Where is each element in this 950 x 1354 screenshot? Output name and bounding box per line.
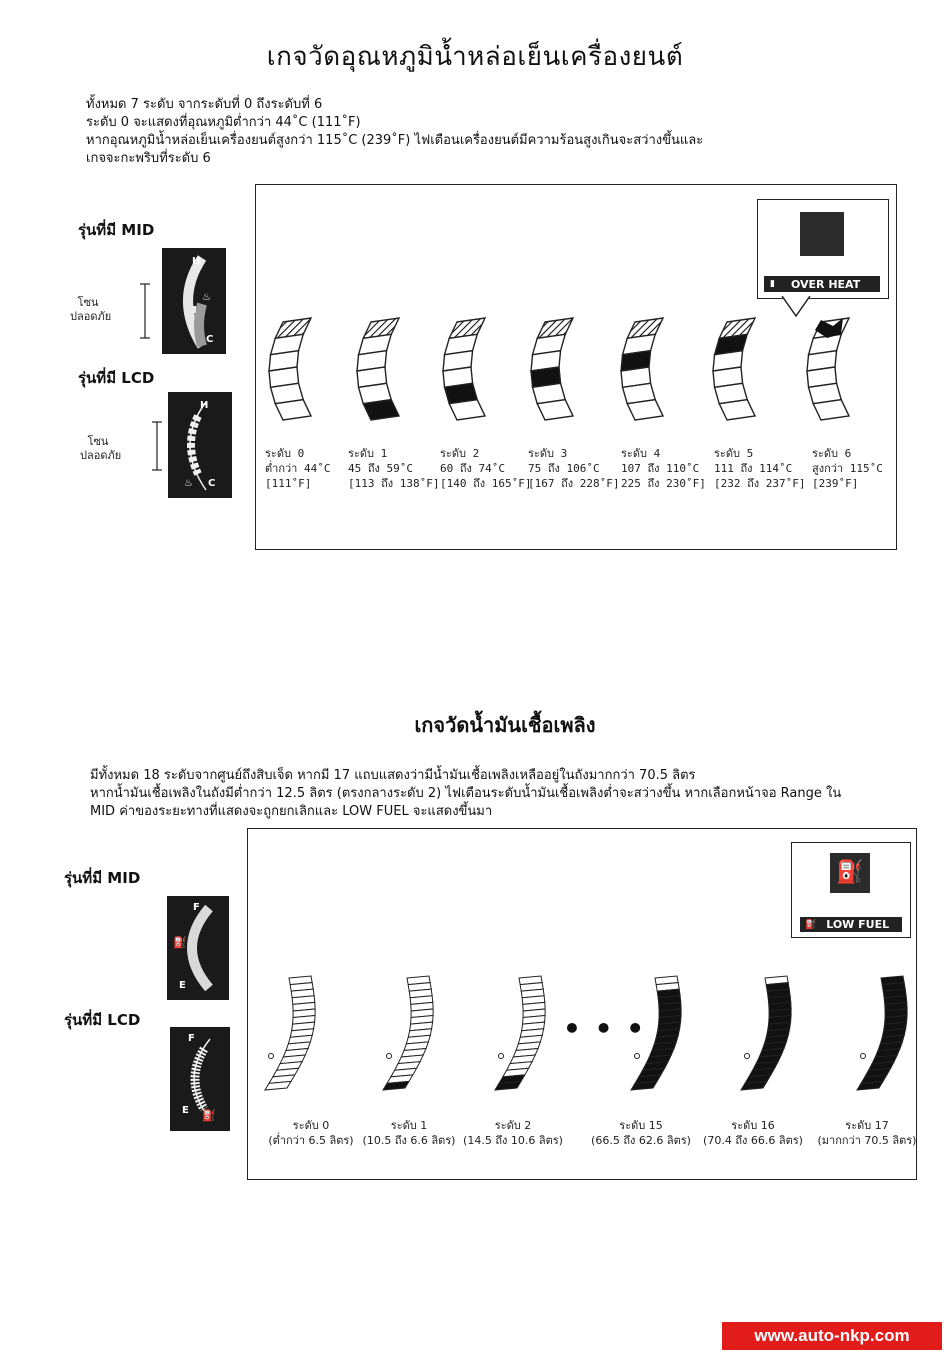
coolant-caption-line: ระดับ 0 xyxy=(265,447,305,460)
coolant-caption-line: 75 ถึง 106˚C xyxy=(528,462,600,475)
coolant-model-mid-label: รุ่นที่มี MID xyxy=(78,221,155,239)
coolant-caption-line: 225 ถึง 230˚F] xyxy=(621,477,706,490)
fuel-description xyxy=(90,767,841,821)
coolant-caption-level-2 xyxy=(440,446,532,491)
temp-gauge-mid xyxy=(162,248,226,354)
coolant-line-3: หากอุณหภูมิน้ำหล่อเย็นเครื่องยนต์สูงกว่า 115˚C (239˚F) ไฟเตือนเครื่องยนต์มีความร้อนสูงเกินจะสว่างขึ้นและ xyxy=(86,133,704,148)
footer-website[interactable]: www.auto-nkp.com xyxy=(722,1322,942,1350)
coolant-caption-line: [232 ถึง 237˚F] xyxy=(714,477,806,490)
fuel-gauge-level-0 xyxy=(265,976,315,1090)
fuel-caption-line: ระดับ 16 xyxy=(731,1119,775,1132)
coolant-caption-line: ระดับ 3 xyxy=(528,447,568,460)
coolant-gauge-level-3 xyxy=(531,318,573,420)
coolant-caption-line: [113 ถึง 138˚F] xyxy=(348,477,440,490)
overheat-lamp-icon xyxy=(800,212,844,256)
fuel-gauge-notch xyxy=(499,1054,504,1059)
fuel-gauge-mid xyxy=(167,896,229,1000)
coolant-caption-line: [140 ถึง 165˚F] xyxy=(440,477,532,490)
fuel-caption-line: ระดับ 1 xyxy=(390,1119,428,1132)
coolant-caption-line: ระดับ 4 xyxy=(621,447,661,460)
fuel-caption-level-16 xyxy=(700,1118,806,1148)
low-fuel-label-strip xyxy=(800,917,902,932)
fuel-caption-level-17 xyxy=(814,1118,920,1148)
coolant-caption-line: ระดับ 6 xyxy=(812,447,852,460)
safe-zone-label-mid: โซนปลอดภัย xyxy=(70,296,112,323)
fuel-ellipsis: • • • xyxy=(563,1012,647,1045)
fuel-gauge-notch xyxy=(387,1054,392,1059)
fuel-caption-line: (70.4 ถึง 66.6 ลิตร) xyxy=(703,1134,803,1147)
fuel-caption-line: (66.5 ถึง 62.6 ลิตร) xyxy=(591,1134,691,1147)
overheat-warning-callout xyxy=(757,199,889,299)
fuel-caption-level-0 xyxy=(258,1118,364,1148)
safe-zone-bracket-lcd xyxy=(150,420,164,472)
coolant-segment xyxy=(363,400,399,420)
coolant-title: เกจวัดอุณหภูมิน้ำหล่อเย็นเครื่องยนต์ xyxy=(266,42,684,72)
temp-gauge-mid-h: H xyxy=(192,256,201,267)
fuel-gauge-lcd-e: E xyxy=(182,1105,189,1116)
coolant-caption-level-6 xyxy=(812,446,883,491)
fuel-gauge-level-1 xyxy=(383,976,433,1090)
coolant-caption-line: สูงกว่า 115˚C xyxy=(812,462,883,475)
fuel-gauge-mid-f: F xyxy=(193,902,200,913)
coolant-caption-line: 45 ถึง 59˚C xyxy=(348,462,414,475)
coolant-level-gauges xyxy=(255,310,895,440)
coolant-line-4: เกจจะกะพริบที่ระดับ 6 xyxy=(86,151,211,166)
thermometer-icon: ♨ xyxy=(184,478,193,489)
temp-gauge-mid-c: C xyxy=(206,334,214,345)
coolant-caption-line: ระดับ 5 xyxy=(714,447,754,460)
coolant-caption-line: [111˚F] xyxy=(265,477,312,490)
coolant-segment xyxy=(275,400,311,420)
temp-gauge-lcd-h: H xyxy=(200,400,209,411)
fuel-gauge-notch xyxy=(861,1054,866,1059)
fuel-pump-icon: ⛽ xyxy=(173,936,187,949)
coolant-caption-line: [167 ถึง 228˚F] xyxy=(528,477,620,490)
fuel-gauge-level-2 xyxy=(495,976,545,1090)
coolant-gauge-level-2 xyxy=(443,318,485,420)
temp-gauge-lcd xyxy=(168,392,232,498)
low-fuel-warning-callout xyxy=(791,842,911,938)
fuel-model-lcd-label: รุ่นที่มี LCD xyxy=(64,1011,141,1029)
coolant-caption-line: 111 ถึง 114˚C xyxy=(714,462,793,475)
fuel-caption-level-15 xyxy=(588,1118,694,1148)
coolant-line-2: ระดับ 0 จะแสดงที่อุณหภูมิต่ำกว่า 44˚C (111˚F) xyxy=(86,115,361,130)
temp-gauge-lcd-c: C xyxy=(208,478,216,489)
coolant-caption-level-3 xyxy=(528,446,620,491)
coolant-gauge-level-6 xyxy=(807,318,849,420)
fuel-caption-line: (มากกว่า 70.5 ลิตร) xyxy=(817,1134,917,1147)
coolant-segment xyxy=(537,400,573,420)
coolant-segment xyxy=(627,400,663,420)
fuel-caption-line: ระดับ 15 xyxy=(619,1119,663,1132)
coolant-caption-level-5 xyxy=(714,446,806,491)
coolant-caption-line: ระดับ 2 xyxy=(440,447,480,460)
fuel-caption-line: ระดับ 17 xyxy=(845,1119,889,1132)
coolant-gauge-level-5 xyxy=(713,318,755,420)
fuel-gauge-notch xyxy=(635,1054,640,1059)
fuel-gauge-level-17 xyxy=(857,976,907,1090)
fuel-model-mid-label: รุ่นที่มี MID xyxy=(64,869,141,887)
fuel-gauge-notch xyxy=(269,1054,274,1059)
coolant-caption-level-0 xyxy=(265,446,330,491)
fuel-caption-line: (10.5 ถึง 6.6 ลิตร) xyxy=(362,1134,456,1147)
thermometer-icon: ♨ xyxy=(202,292,211,303)
fuel-pump-icon: ⛽ xyxy=(805,919,817,930)
coolant-description xyxy=(86,96,703,168)
fuel-caption-line: (ต่ำกว่า 6.5 ลิตร) xyxy=(268,1134,354,1147)
fuel-caption-level-2 xyxy=(460,1118,566,1148)
coolant-gauge-level-4 xyxy=(621,318,663,420)
coolant-line-1: ทั้งหมด 7 ระดับ จากระดับที่ 0 ถึงระดับที่ 6 xyxy=(86,97,323,112)
overheat-label-strip xyxy=(764,276,880,292)
coolant-gauge-level-1 xyxy=(357,318,399,420)
coolant-caption-line: [239˚F] xyxy=(812,477,859,490)
coolant-model-lcd-label: รุ่นที่มี LCD xyxy=(78,369,155,387)
fuel-gauge-mid-e: E xyxy=(179,980,186,991)
coolant-caption-line: 107 ถึง 110˚C xyxy=(621,462,700,475)
fuel-gauge-lcd-f: F xyxy=(188,1033,195,1044)
coolant-caption-level-1 xyxy=(348,446,440,491)
fuel-caption-line: (14.5 ถึง 10.6 ลิตร) xyxy=(463,1134,563,1147)
low-fuel-lamp-icon: ⛽ xyxy=(830,853,870,893)
fuel-line-1: มีทั้งหมด 18 ระดับจากศูนย์ถึงสิบเจ็ด หากมี 17 แถบแสดงว่ามีน้ำมันเชื้อเพลิงเหลืออยู่ในถังมากกว่า 70.5 ลิตร xyxy=(90,768,696,783)
engine-temp-icon: ▮ xyxy=(770,279,775,289)
fuel-gauge-level-16 xyxy=(741,976,791,1090)
safe-zone-bracket-mid xyxy=(138,282,152,340)
low-fuel-label: LOW FUEL xyxy=(826,918,890,931)
safe-zone-label-lcd: โซนปลอดภัย xyxy=(80,435,122,462)
fuel-line-2: หากน้ำมันเชื้อเพลิงในถังมีต่ำกว่า 12.5 ลิตร (ตรงกลางระดับ 2) ไฟเตือนระดับน้ำมันเชื้อเพลิงต่ำจะสว่างขึ้น หากเลือกหน้าจอ Range ใน xyxy=(90,786,842,801)
fuel-caption-line: ระดับ 2 xyxy=(494,1119,532,1132)
coolant-caption-line: 60 ถึง 74˚C xyxy=(440,462,506,475)
coolant-segment xyxy=(719,400,755,420)
coolant-segment xyxy=(449,400,485,420)
fuel-caption-level-1 xyxy=(356,1118,462,1148)
coolant-gauge-level-0 xyxy=(269,318,311,420)
coolant-segment xyxy=(813,400,849,420)
fuel-title: เกจวัดน้ำมันเชื้อเพลิง xyxy=(414,713,596,737)
fuel-caption-line: ระดับ 0 xyxy=(292,1119,330,1132)
coolant-caption-level-4 xyxy=(621,446,706,491)
fuel-line-3: MID ค่าของระยะทางที่แสดงจะถูกยกเลิกและ LOW FUEL จะแสดงขึ้นมา xyxy=(90,804,493,819)
coolant-caption-line: ระดับ 1 xyxy=(348,447,388,460)
fuel-gauge-lcd xyxy=(170,1027,230,1131)
overheat-label: OVER HEAT xyxy=(790,277,861,291)
fuel-pump-icon: ⛽ xyxy=(202,1109,216,1122)
fuel-gauge-notch xyxy=(745,1054,750,1059)
coolant-caption-line: ต่ำกว่า 44˚C xyxy=(265,462,331,475)
